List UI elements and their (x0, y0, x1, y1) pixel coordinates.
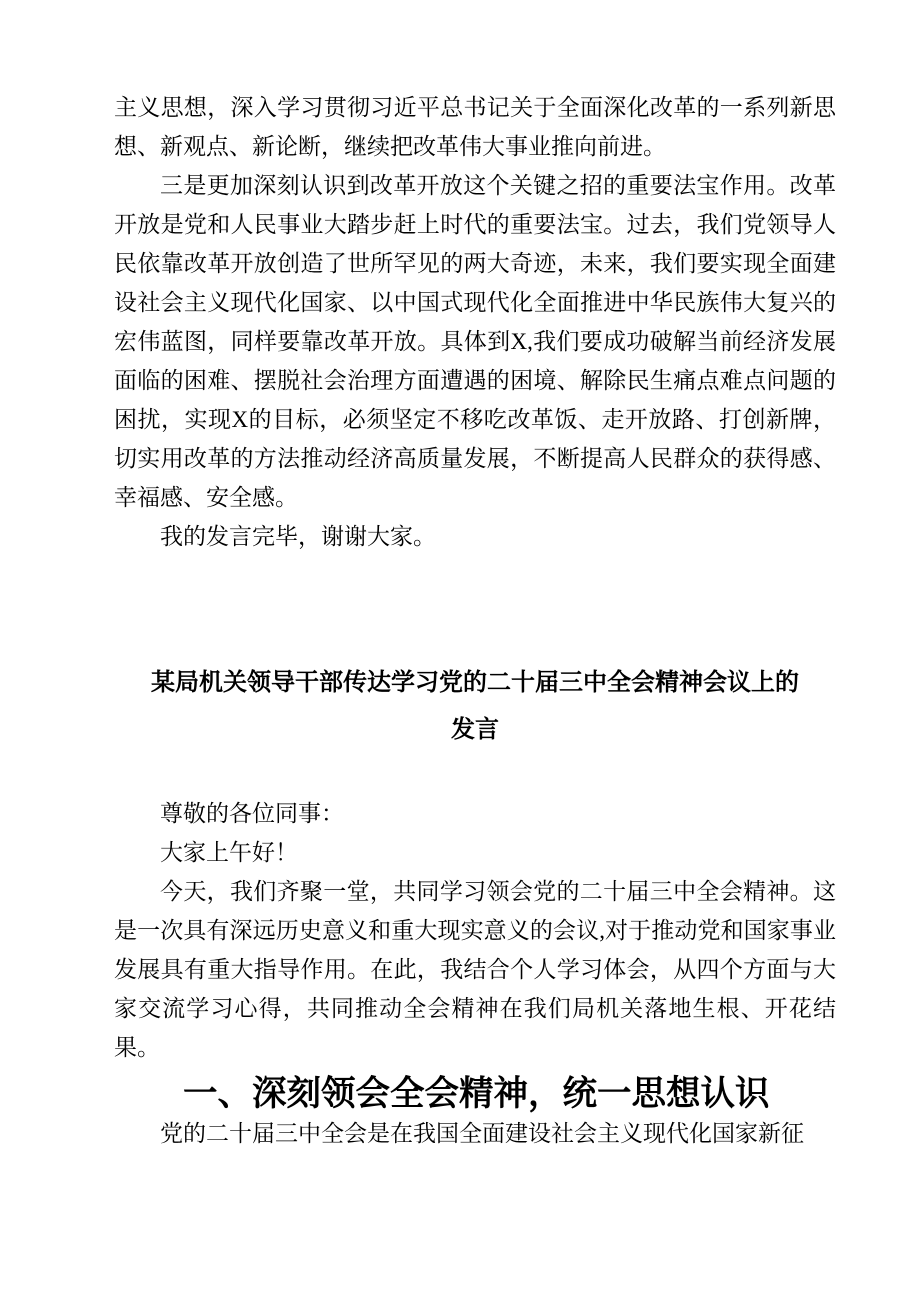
paragraph: 党的二十届三中全会是在我国全面建设社会主义现代化国家新征 (160, 1121, 804, 1146)
section-heading: 一、深刻领会全会精神，统一思想认识 (183, 1075, 770, 1113)
paragraph: 三是更加深刻认识到改革开放这个关键之招的重要法宝作用。改革开放是党和人民事业大踏步赶上时代的重要法宝。过去，我们党领导人民依靠改革开放创造了世所罕见的两大奇迹，未来，我们要实现全面建设社会主义现代化国家、以中国式现代化全面推进中华民族伟大复兴的宏伟蓝图，同样要靠改革开放。具体到X,我们要成功破解当前经济发展面临的困难、摆脱社会治理方面遭遇的困境、解除民生痛点难点问题的困扰，实现X的目标，必须坚定不移吃改革饭、走开放路、打创新牌，切实用改革的方法推动经济高质量发展，不断提高人民群众的获得感、幸福感、安全感。 (114, 173, 836, 510)
paragraph-salutation: 尊敬的各位同事： (160, 801, 344, 826)
paragraph: 今天，我们齐聚一堂，共同学习领会党的二十届三中全会精神。这是一次具有深远历史意义和重大现实意义的会议,对于推动党和国家事业发展具有重大指导作用。在此，我结合个人学习体会，从四个方面与大家交流学习心得，共同推动全会精神在我们局机关落地生根、开花结果。 (114, 879, 836, 1060)
paragraph: 我的发言完毕，谢谢大家。 (160, 524, 436, 549)
paragraph-continuation: 主义思想，深入学习贯彻习近平总书记关于全面深化改革的一系列新思想、新观点、新论断，继续把改革伟大事业推向前进。 (114, 95, 836, 159)
document-title: 某局机关领导干部传达学习党的二十届三中全会精神会议上的发言 (151, 670, 799, 743)
paragraph-greeting: 大家上午好！ (160, 840, 298, 865)
